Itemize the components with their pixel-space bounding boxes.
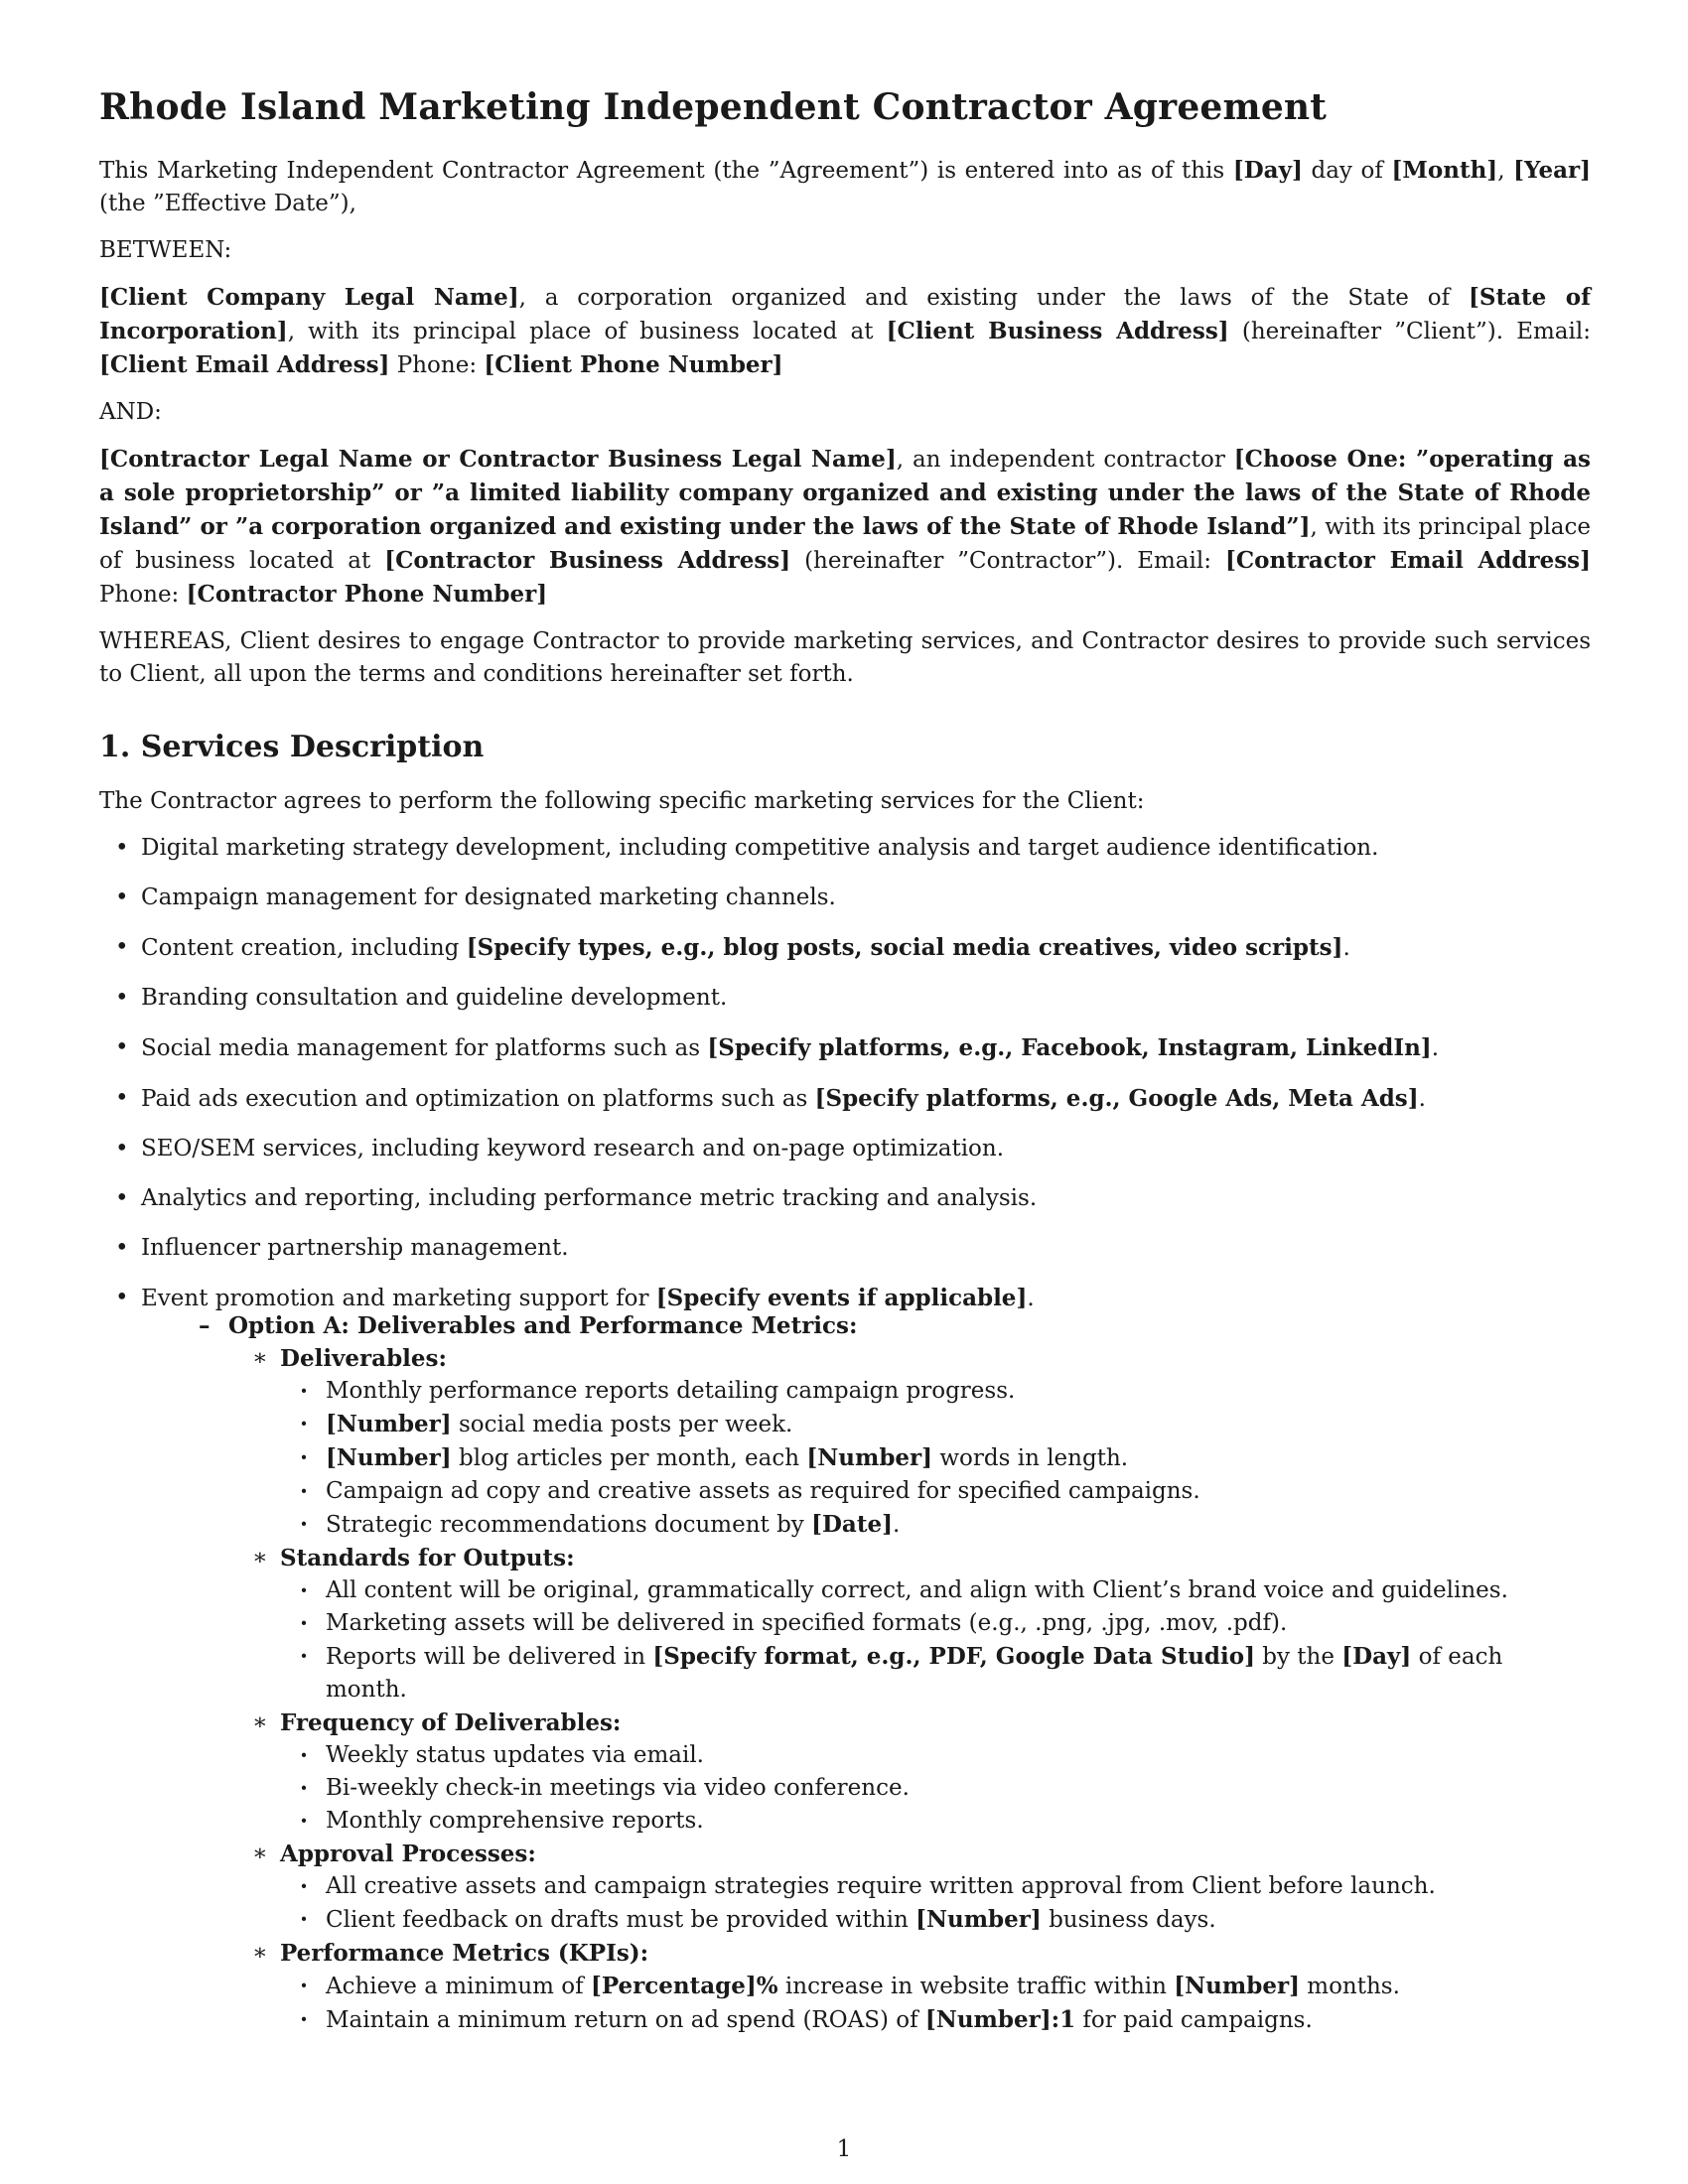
item-text: Maintain a minimum return on ad spend (ROAS) of: [326, 2007, 925, 2034]
report-format-placeholder: [Specify format, e.g., PDF, Google Data Studio]: [652, 1643, 1255, 1671]
number-placeholder: [Number]: [806, 1444, 933, 1472]
list-item: · Marketing assets will be delivered in specified formats (e.g., .png, .jpg, .mov, .pdf).: [326, 1607, 1591, 1640]
contractor-name-placeholder: [Contractor Legal Name or Contractor Business Legal Name]: [99, 446, 897, 474]
list-item: [326, 1640, 1591, 1706]
intro-text: ,: [1497, 158, 1514, 185]
item-text: months.: [1299, 1974, 1400, 2000]
section-lead: The Contractor agrees to perform the following specific marketing services for the Client:: [99, 788, 1145, 815]
item-text: for paid campaigns.: [1075, 2007, 1313, 2034]
client-address-placeholder: [Client Business Address]: [886, 318, 1229, 345]
contractor-address-placeholder: [Contractor Business Address]: [384, 547, 791, 575]
item-text: Social media management for platforms such as: [141, 1035, 708, 1062]
list-item: [326, 1508, 1591, 1542]
list-item: · Monthly performance reports detailing campaign progress.: [326, 1375, 1591, 1408]
percentage-placeholder: [Percentage]%: [590, 1973, 778, 2000]
number-placeholder: [Number]: [326, 1444, 452, 1472]
day-placeholder: [Day]: [1232, 157, 1303, 185]
item-text: Reports will be delivered in: [326, 1644, 653, 1671]
client-paragraph: [99, 281, 1591, 382]
list-item: · Weekly status updates via email.: [326, 1739, 1591, 1772]
contractor-text: , an independent contractor: [896, 447, 1234, 474]
between-label: BETWEEN:: [99, 237, 232, 264]
social-platforms-placeholder: [Specify platforms, e.g., Facebook, Instagram, LinkedIn]: [707, 1034, 1432, 1062]
and-label: AND:: [99, 399, 162, 426]
item-text: of each month.: [326, 1644, 1503, 1704]
month-placeholder: [Month]: [1391, 157, 1498, 185]
year-placeholder: [Year]: [1513, 157, 1591, 185]
option-a-heading: – Option A: Deliverables and Performance Metrics:: [228, 1309, 1591, 1342]
number-placeholder: [Number]: [326, 1411, 452, 1438]
client-phone-placeholder: [Client Phone Number]: [484, 351, 783, 379]
item-text: Paid ads execution and optimization on platforms such as: [141, 1086, 815, 1113]
contractor-text: Phone:: [99, 582, 187, 609]
item-text: .: [892, 1512, 901, 1539]
subsection-heading: ∗ Deliverables:: [280, 1342, 1591, 1375]
kpi-list: [280, 1970, 1591, 2037]
item-text: business days.: [1041, 1907, 1216, 1934]
item-text: .: [1431, 1035, 1439, 1062]
list-item: · Bi-weekly check-in meetings via video conference.: [326, 1772, 1591, 1805]
list-item: • SEO/SEM services, including keyword research and on-page optimization.: [141, 1133, 1591, 1165]
list-item: • Campaign management for designated marketing channels.: [141, 882, 1591, 914]
deliverables-list: [280, 1375, 1591, 1542]
item-text: .: [1418, 1086, 1426, 1113]
item-text: words in length.: [932, 1445, 1129, 1472]
whereas-paragraph: WHEREAS, Client desires to engage Contractor to provide marketing services, and Contractor desires to provide such services to Client, all upon the terms and conditions hereinafter set forth.: [99, 628, 1591, 688]
list-item: • Digital marketing strategy development, including competitive analysis and target audience identification.: [141, 832, 1591, 865]
item-text: Client feedback on drafts must be provided within: [326, 1907, 916, 1934]
standards-list: [280, 1574, 1591, 1706]
contractor-paragraph: [99, 443, 1591, 612]
number-placeholder: [Number]: [915, 1906, 1042, 1934]
approval-list: [280, 1870, 1591, 1937]
document-page: [99, 87, 1591, 2037]
contractor-email-placeholder: [Contractor Email Address]: [1224, 547, 1591, 575]
section-heading: 1. Services Description: [99, 730, 485, 765]
contractor-text: (hereinafter ”Contractor”). Email:: [790, 548, 1225, 575]
list-item: [326, 1903, 1591, 1937]
list-item: [326, 1970, 1591, 2003]
client-text: , a corporation organized and existing under the laws of the State of: [518, 285, 1469, 312]
item-text: Content creation, including: [141, 935, 467, 962]
events-placeholder: [Specify events if applicable]: [655, 1285, 1028, 1312]
item-text: Achieve a minimum of: [326, 1974, 591, 2000]
services-list: [99, 832, 1591, 1315]
subsection-heading: ∗ Approval Processes:: [280, 1838, 1591, 1870]
contractor-text: , with its principal place of business located at: [99, 514, 1592, 575]
item-text: blog articles per month, each: [451, 1445, 807, 1472]
item-text: .: [1342, 935, 1350, 962]
list-item: [326, 1441, 1591, 1475]
client-text: , with its principal place of business located at: [287, 319, 887, 345]
subsection-heading: ∗ Performance Metrics (KPIs):: [280, 1937, 1591, 1970]
item-text: by the: [1254, 1644, 1342, 1671]
list-item: • Branding consultation and guideline development.: [141, 982, 1591, 1015]
list-item: · Monthly comprehensive reports.: [326, 1805, 1591, 1838]
list-item: • Analytics and reporting, including performance metric tracking and analysis.: [141, 1182, 1591, 1215]
frequency-list: [280, 1739, 1591, 1838]
list-item: · All content will be original, grammatically correct, and align with Client’s brand voice and guidelines.: [326, 1574, 1591, 1607]
roas-placeholder: [Number]:1: [924, 2006, 1076, 2034]
item-text: Strategic recommendations document by: [326, 1512, 812, 1539]
intro-text: This Marketing Independent Contractor Agreement (the ”Agreement”) is entered into as of this: [99, 158, 1233, 185]
list-item: [326, 2003, 1591, 2037]
client-email-placeholder: [Client Email Address]: [99, 351, 390, 379]
client-text: (hereinafter ”Client”). Email:: [1228, 319, 1591, 345]
item-text: increase in website traffic within: [777, 1974, 1175, 2000]
day-placeholder: [Day]: [1341, 1643, 1412, 1671]
deliverables-block: [280, 1342, 1591, 2037]
ads-platforms-placeholder: [Specify platforms, e.g., Google Ads, Meta Ads]: [814, 1085, 1419, 1113]
intro-text: (the ”Effective Date”),: [99, 191, 356, 217]
item-text: social media posts per week.: [451, 1412, 793, 1438]
contractor-phone-placeholder: [Contractor Phone Number]: [186, 581, 548, 609]
entity-type-placeholder: [Choose One: ”operating as a sole proprietorship” or ”a limited liability company organized and existing under the laws of the State of Rhode Island” or ”a corporation organized and existing under the laws of the State of Rhode Island”]: [99, 446, 1591, 541]
item-text: .: [1027, 1286, 1035, 1312]
item-text: Event promotion and marketing support for: [141, 1286, 656, 1312]
list-item: [141, 931, 1591, 965]
number-placeholder: [Number]: [1174, 1973, 1300, 2000]
intro-paragraph: [99, 154, 1591, 220]
client-state-placeholder: [State of Incorporation]: [99, 284, 1591, 345]
page-number: 1: [836, 2136, 852, 2162]
list-item: • Influencer partnership management.: [141, 1232, 1591, 1265]
list-item: [141, 1031, 1591, 1065]
content-types-placeholder: [Specify types, e.g., blog posts, social media creatives, video scripts]: [466, 934, 1343, 962]
client-name-placeholder: [Client Company Legal Name]: [99, 284, 519, 312]
document-title: Rhode Island Marketing Independent Contractor Agreement: [99, 86, 1328, 128]
intro-text: day of: [1302, 158, 1392, 185]
list-item: [141, 1082, 1591, 1116]
list-item: · All creative assets and campaign strategies require written approval from Client before launch.: [326, 1870, 1591, 1903]
date-placeholder: [Date]: [811, 1511, 893, 1539]
client-text: Phone:: [389, 352, 485, 379]
list-item: [326, 1408, 1591, 1441]
list-item: · Campaign ad copy and creative assets as required for specified campaigns.: [326, 1475, 1591, 1508]
subsection-heading: ∗ Frequency of Deliverables:: [280, 1706, 1591, 1739]
subsection-heading: ∗ Standards for Outputs:: [280, 1542, 1591, 1574]
